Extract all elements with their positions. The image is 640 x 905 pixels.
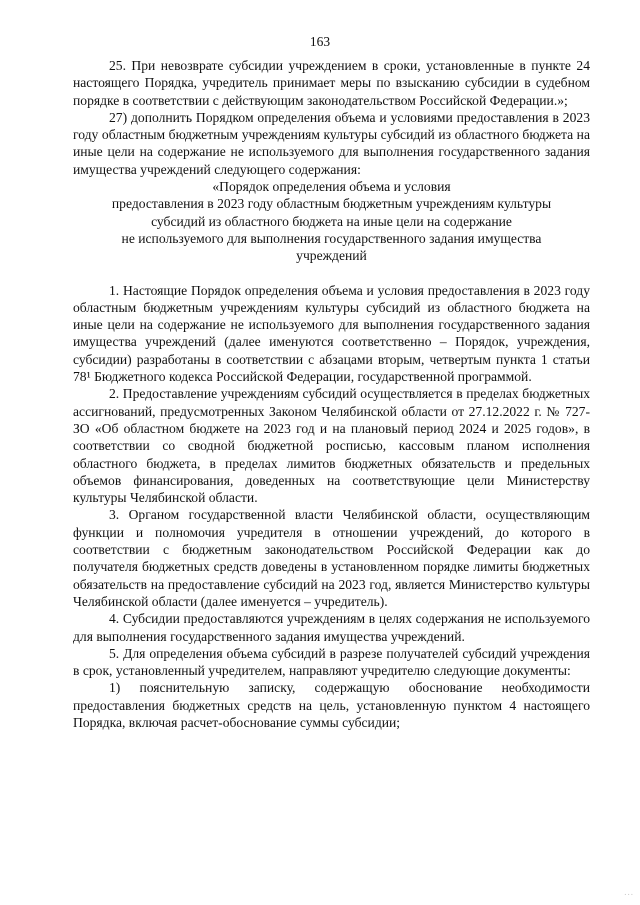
heading-line: субсидий из областного бюджета на иные цели на содержание [151, 213, 512, 229]
paragraph-3-founder: 3. Органом государственной власти Челябинской области, осуществляющим функции и полномочия учредителя в отношении учреждений, до которого в соответствии с бюджетным законодательством Российской Федерации как до получателя бюджетных средств доведены в установленном порядке лимиты бюджетных обязательств на предоставление субсидий на 2023 год, является Министерство культуры Челябинской области (далее именуется – учредитель). [73, 507, 590, 609]
paragraph-2-funding: 2. Предоставление учреждениям субсидий осуществляется в пределах бюджетных ассигнований, предусмотренных Законом Челябинской области от 27.12.2022 г. № 727-ЗО «Об областном бюджете на 2023 год и на плановый период 2024 и 2025 годов», в соответствии со сводной бюджетной росписью, кассовым планом исполнения областного бюджета, в пределах лимитов бюджетных обязательств и предельных объемов финансирования, доведенных на соответствующие цели Министерству культуры Челябинской области. [73, 386, 590, 506]
paragraph-4-goal: 4. Субсидии предоставляются учреждениям в целях содержания не используемого для выполнения государственного задания имущества учреждений. [73, 611, 590, 644]
heading-line: «Порядок определения объема и условия [212, 179, 451, 195]
corner-mark: ... [624, 887, 634, 897]
paragraph-25-refund: 25. При невозврате субсидии учреждением в сроки, установленные в пункте 24 настоящего Порядка, учредитель принимает меры по взысканию субсидии в судебном порядке в соответствии с действующим законодательством Российской Федерации.»; [73, 58, 590, 108]
heading-line: не используемого для выполнения государственного задания имущества [121, 230, 542, 246]
paragraph-5-documents: 5. Для определения объема субсидий в разрезе получателей субсидий учреждения в срок, установленный учредителем, направляют учредителю следующие документы: [73, 645, 590, 679]
document-body [73, 57, 590, 731]
heading-line: учреждений [296, 248, 367, 264]
page-number: 163 [309, 34, 331, 49]
paragraph-1-purpose: 1. Настоящие Порядок определения объема и условия предоставления в 2023 году областным бюджетным учреждениям культуры субсидий из областного бюджета на иные цели на содержание не используемого для выполнения государственного задания имущества учреждений (далее именуются соответственно – Порядок, учреждения, субсидии) разработаны в соответствии с абзацами вторым, четвертым пункта 1 статьи 78¹ Бюджетного кодекса Российской Федерации, государственной программой. [73, 282, 590, 385]
paragraph-27-amendment: 27) дополнить Порядком определения объема и условиями предоставления в 2023 году областным бюджетным учреждениям культуры субсидий из областного бюджета на иные цели на содержание не используемого для выполнения государственного задания имущества учреждений следующего содержания: [73, 109, 590, 177]
blank-line [73, 265, 590, 282]
section-heading [73, 178, 590, 264]
heading-line: предоставления в 2023 году областным бюджетным учреждениям культуры [111, 196, 552, 212]
list-item-explanatory-note: 1) пояснительную записку, содержащую обоснование необходимости предоставления бюджетных средств на цель, установленную пунктом 4 настоящего Порядка, включая расчет-обоснование суммы субсидии; [73, 680, 590, 730]
